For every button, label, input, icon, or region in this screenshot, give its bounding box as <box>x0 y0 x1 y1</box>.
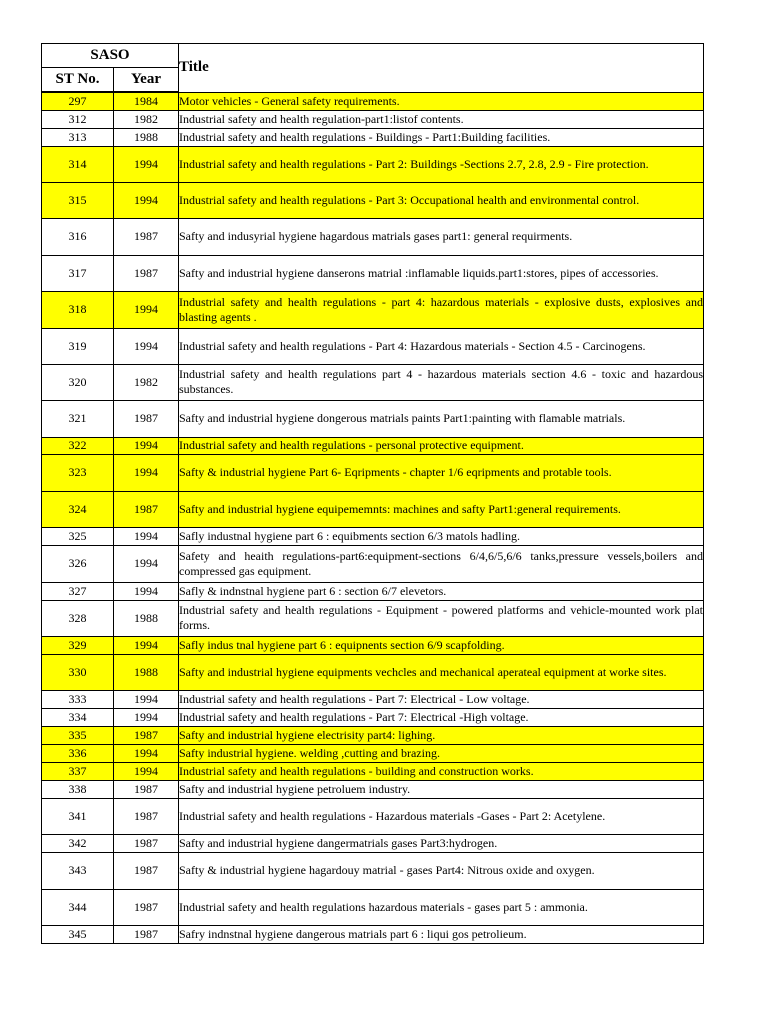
cell-st-no: 338 <box>42 780 114 798</box>
cell-year: 1987 <box>114 852 179 889</box>
cell-st-no: 343 <box>42 852 114 889</box>
cell-st-no: 335 <box>42 726 114 744</box>
cell-st-no: 328 <box>42 600 114 636</box>
cell-st-no: 344 <box>42 889 114 925</box>
cell-st-no: 315 <box>42 182 114 218</box>
table-row <box>42 328 704 364</box>
cell-st-no: 345 <box>42 925 114 943</box>
cell-title: Industrial safety and health regulations - Part 7: Electrical - Low voltage. <box>179 690 704 708</box>
table-row <box>42 654 704 690</box>
cell-st-no: 323 <box>42 454 114 491</box>
cell-title: Industrial safety and health regulations - personal protective equipment. <box>179 437 704 454</box>
cell-title: Industrial safety and health regulations - Part 7: Electrical -High voltage. <box>179 708 704 726</box>
cell-st-no: 336 <box>42 744 114 762</box>
cell-title: Industrial safety and health regulations - Equipment - powered platforms and vehicle-mounted work plat forms. <box>179 600 704 636</box>
cell-st-no: 334 <box>42 708 114 726</box>
cell-year: 1987 <box>114 255 179 291</box>
cell-title: Motor vehicles - General safety requirements. <box>179 92 704 110</box>
cell-year: 1987 <box>114 400 179 437</box>
cell-st-no: 324 <box>42 491 114 527</box>
cell-st-no: 316 <box>42 218 114 255</box>
table-row <box>42 889 704 925</box>
cell-title: Industrial safety and health regulations - Part 3: Occupational health and environmental control. <box>179 182 704 218</box>
cell-st-no: 337 <box>42 762 114 780</box>
cell-year: 1987 <box>114 780 179 798</box>
table-row <box>42 925 704 943</box>
cell-title: Safty and industrial hygiene dangermatrials gases Part3:hydrogen. <box>179 834 704 852</box>
cell-st-no: 319 <box>42 328 114 364</box>
table-row <box>42 491 704 527</box>
table-row <box>42 400 704 437</box>
cell-title: Safly & indnstnal hygiene part 6 : section 6/7 elevetors. <box>179 582 704 600</box>
cell-st-no: 313 <box>42 128 114 146</box>
table-row <box>42 636 704 654</box>
table-row <box>42 780 704 798</box>
cell-st-no: 320 <box>42 364 114 400</box>
header-st-no: ST No. <box>42 68 114 93</box>
cell-title: Safly indus tnal hygiene part 6 : equipnents section 6/9 scapfolding. <box>179 636 704 654</box>
cell-year: 1987 <box>114 925 179 943</box>
cell-title: Industrial safety and health regulations - Hazardous materials -Gases - Part 2: Acetylene. <box>179 798 704 834</box>
cell-year: 1994 <box>114 291 179 328</box>
cell-year: 1982 <box>114 110 179 128</box>
table-row <box>42 744 704 762</box>
header-saso: SASO <box>42 44 179 68</box>
saso-standards-table <box>41 43 704 944</box>
cell-title: Industrial safety and health regulations - Buildings - Part1:Building facilities. <box>179 128 704 146</box>
table-row <box>42 582 704 600</box>
cell-st-no: 314 <box>42 146 114 182</box>
table-row <box>42 218 704 255</box>
cell-title: Safty & industrial hygiene hagardouy matrial - gases Part4: Nitrous oxide and oxygen. <box>179 852 704 889</box>
cell-year: 1994 <box>114 708 179 726</box>
cell-title: Industrial safety and health regulations hazardous materials - gases part 5 : ammonia. <box>179 889 704 925</box>
cell-title: Industrial safety and health regulations - Part 4: Hazardous materials - Section 4.5 - Carcinogens. <box>179 328 704 364</box>
cell-year: 1987 <box>114 218 179 255</box>
cell-st-no: 317 <box>42 255 114 291</box>
cell-year: 1984 <box>114 92 179 110</box>
table-row <box>42 527 704 545</box>
cell-title: Safty and industrial hygiene electrisity part4: lighing. <box>179 726 704 744</box>
table-row <box>42 437 704 454</box>
cell-title: Safety and heaith regulations-part6:equipment-sections 6/4,6/5,6/6 tanks,pressure vessels,boilers and compressed gas equipment. <box>179 545 704 582</box>
table-row <box>42 545 704 582</box>
table-row <box>42 92 704 110</box>
cell-year: 1994 <box>114 690 179 708</box>
cell-st-no: 342 <box>42 834 114 852</box>
cell-year: 1987 <box>114 491 179 527</box>
cell-year: 1982 <box>114 364 179 400</box>
cell-st-no: 341 <box>42 798 114 834</box>
cell-title: Safty and indusyrial hygiene hagardous matrials gases part1: general requirments. <box>179 218 704 255</box>
table-row <box>42 708 704 726</box>
cell-year: 1994 <box>114 762 179 780</box>
table-row <box>42 146 704 182</box>
cell-year: 1994 <box>114 636 179 654</box>
header-year: Year <box>114 68 179 93</box>
cell-year: 1994 <box>114 328 179 364</box>
cell-year: 1994 <box>114 582 179 600</box>
cell-st-no: 322 <box>42 437 114 454</box>
cell-year: 1988 <box>114 600 179 636</box>
cell-title: Safly industnal hygiene part 6 : equibments section 6/3 matols hadling. <box>179 527 704 545</box>
cell-title: Industrial safety and health regulations - Part 2: Buildings -Sections 2.7, 2.8, 2.9 - Fire protection. <box>179 146 704 182</box>
cell-year: 1994 <box>114 454 179 491</box>
cell-title: Safty and industrial hygiene equipememnts: machines and safty Part1:general requirements. <box>179 491 704 527</box>
cell-st-no: 318 <box>42 291 114 328</box>
cell-year: 1987 <box>114 798 179 834</box>
cell-year: 1987 <box>114 726 179 744</box>
cell-title: Industrial safety and health regulation-part1:listof contents. <box>179 110 704 128</box>
table-row <box>42 726 704 744</box>
cell-title: Industrial safety and health regulations - part 4: hazardous materials - explosive dusts, explosives and blasting agents . <box>179 291 704 328</box>
cell-year: 1988 <box>114 654 179 690</box>
cell-st-no: 326 <box>42 545 114 582</box>
cell-year: 1994 <box>114 437 179 454</box>
cell-title: Safty and industrial hygiene equipments vechcles and mechanical aperateal equipment at worke sites. <box>179 654 704 690</box>
table-row <box>42 834 704 852</box>
table-row <box>42 762 704 780</box>
cell-year: 1994 <box>114 527 179 545</box>
table-row <box>42 291 704 328</box>
cell-title: Safty and industrial hygiene dongerous matrials paints Part1:painting with flamable matrials. <box>179 400 704 437</box>
cell-year: 1988 <box>114 128 179 146</box>
cell-title: Industrial safety and health regulations - building and construction works. <box>179 762 704 780</box>
cell-st-no: 329 <box>42 636 114 654</box>
cell-st-no: 312 <box>42 110 114 128</box>
table-row <box>42 852 704 889</box>
cell-title: Industrial safety and health regulations part 4 - hazardous materials section 4.6 - toxic and hazardous substances. <box>179 364 704 400</box>
table-row <box>42 798 704 834</box>
cell-st-no: 325 <box>42 527 114 545</box>
cell-st-no: 297 <box>42 92 114 110</box>
cell-year: 1987 <box>114 889 179 925</box>
cell-title: Safty industrial hygiene. welding ,cutting and brazing. <box>179 744 704 762</box>
cell-st-no: 321 <box>42 400 114 437</box>
cell-title: Safty & industrial hygiene Part 6- Eqripments - chapter 1/6 eqripments and protable tools. <box>179 454 704 491</box>
cell-year: 1987 <box>114 834 179 852</box>
cell-title: Safty and industrial hygiene danserons matrial :inflamable liquids.part1:stores, pipes of accessories. <box>179 255 704 291</box>
table-row <box>42 128 704 146</box>
table-body <box>42 92 704 943</box>
cell-year: 1994 <box>114 744 179 762</box>
table-row <box>42 182 704 218</box>
cell-st-no: 333 <box>42 690 114 708</box>
table-row <box>42 110 704 128</box>
table-row <box>42 255 704 291</box>
table-row <box>42 600 704 636</box>
cell-st-no: 327 <box>42 582 114 600</box>
cell-year: 1994 <box>114 182 179 218</box>
table-row <box>42 454 704 491</box>
header-title: Title <box>179 44 704 93</box>
table-row <box>42 364 704 400</box>
table-row <box>42 690 704 708</box>
cell-st-no: 330 <box>42 654 114 690</box>
cell-year: 1994 <box>114 545 179 582</box>
cell-year: 1994 <box>114 146 179 182</box>
cell-title: Safry indnstnal hygiene dangerous matrials part 6 : liqui gos petrolieum. <box>179 925 704 943</box>
cell-title: Safty and industrial hygiene petroluem industry. <box>179 780 704 798</box>
